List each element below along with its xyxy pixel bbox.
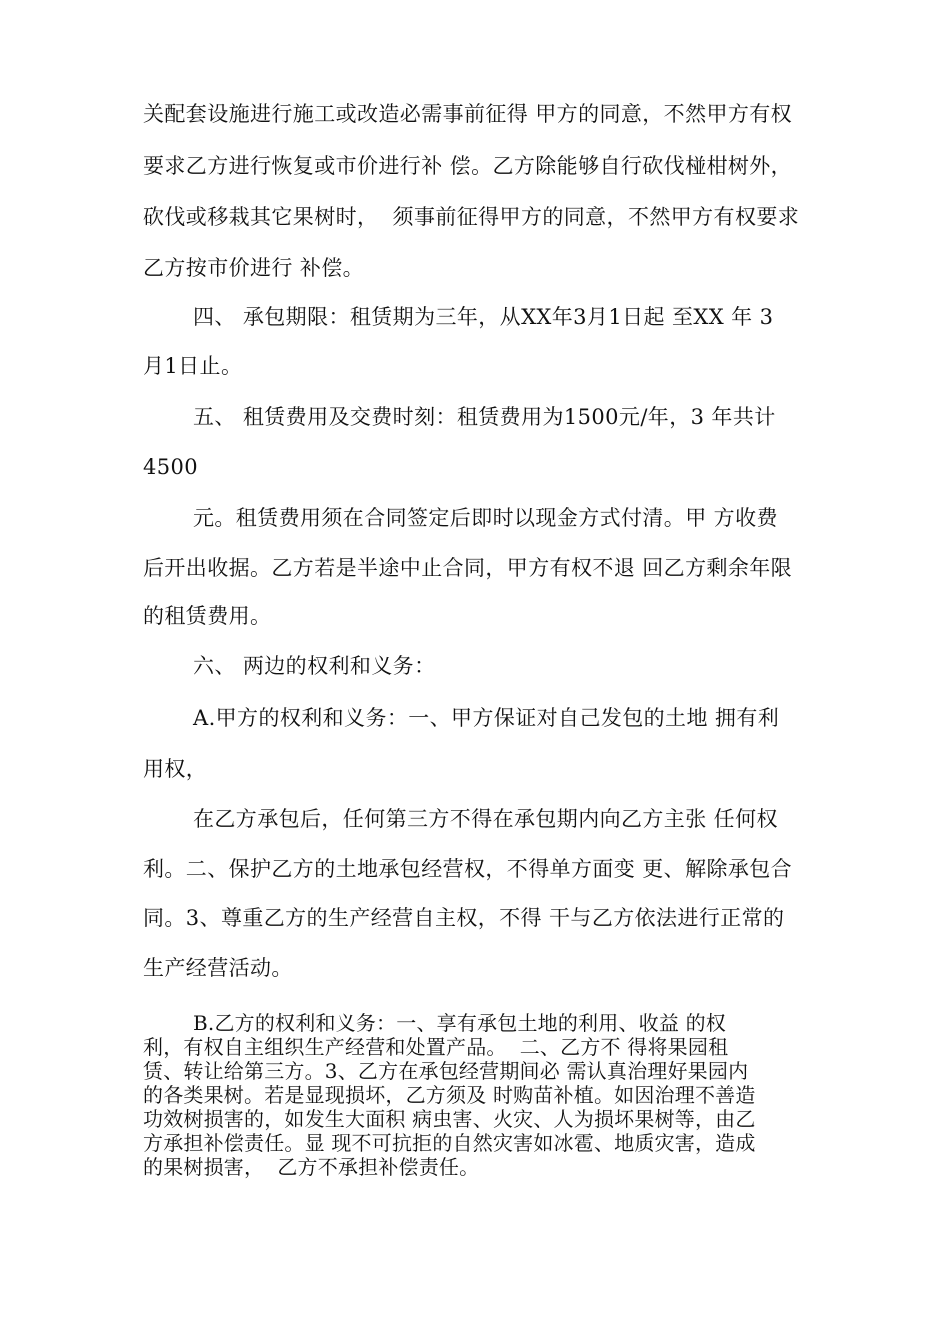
section-five-line-2: 4500	[143, 455, 199, 479]
section-b-line-5: 功效树损害的，如发生大面积 病虫害、火灾、人为损坏果树等，由乙	[143, 1107, 756, 1131]
section-four-line-1: 四、 承包期限：租赁期为三年，从XX年3月1日起 至XX 年 3	[193, 305, 774, 329]
section-a-line-6: 生产经营活动。	[143, 956, 293, 980]
section-b-line-7: 的果树损害， 乙方不承担补偿责任。	[143, 1155, 480, 1179]
section-five-line-4: 后开出收据。乙方若是半途中止合同，甲方有权不退 回乙方剩余年限	[143, 556, 793, 580]
paragraph-line-3: 砍伐或移栽其它果树时， 须事前征得甲方的同意，不然甲方有权要求	[143, 205, 800, 229]
section-a-line-5: 同。3、尊重乙方的生产经营自主权，不得 干与乙方依法进行正常的	[143, 906, 785, 930]
section-six-heading: 六、 两边的权利和义务：	[193, 654, 436, 678]
section-b-line-4: 的各类果树。若是显现损坏，乙方须及 时购苗补植。如因治理不善造	[143, 1083, 756, 1107]
section-b-line-1: B.乙方的权利和义务：一、享有承包土地的利用、收益 的权	[193, 1011, 727, 1035]
section-b-line-2: 利，有权自主组织生产经营和处置产品。 二、乙方不 得将果园租	[143, 1035, 729, 1059]
section-b-line-3: 赁、转让给第三方。3、乙方在承包经营期间必 需认真治理好果园内	[143, 1059, 749, 1083]
paragraph-line-2: 要求乙方进行恢复或市价进行补 偿。乙方除能够自行砍伐椪柑树外，	[143, 154, 793, 178]
section-a-line-4: 利。二、保护乙方的土地承包经营权，不得单方面变 更、解除承包合	[143, 857, 793, 881]
section-b-line-6: 方承担补偿责任。显 现不可抗拒的自然灾害如冰雹、地质灾害，造成	[143, 1131, 756, 1155]
section-a-line-1: A.甲方的权利和义务：一、甲方保证对自己发包的土地 拥有利	[193, 706, 780, 730]
section-five-line-3: 元。租赁费用须在合同签定后即时以现金方式付清。甲 方收费	[193, 506, 778, 530]
section-five-line-5: 的租赁费用。	[143, 604, 272, 628]
section-four-line-2: 月1日止。	[143, 354, 243, 378]
paragraph-line-4: 乙方按市价进行 补偿。	[143, 256, 365, 280]
section-a-line-3: 在乙方承包后，任何第三方不得在承包期内向乙方主张 任何权	[193, 807, 778, 831]
section-five-line-1: 五、 租赁费用及交费时刻：租赁费用为1500元/年，3 年共计	[193, 405, 776, 429]
section-a-line-2: 用权，	[143, 757, 208, 781]
paragraph-line-1: 关配套设施进行施工或改造必需事前征得 甲方的同意，不然甲方有权	[143, 102, 793, 126]
